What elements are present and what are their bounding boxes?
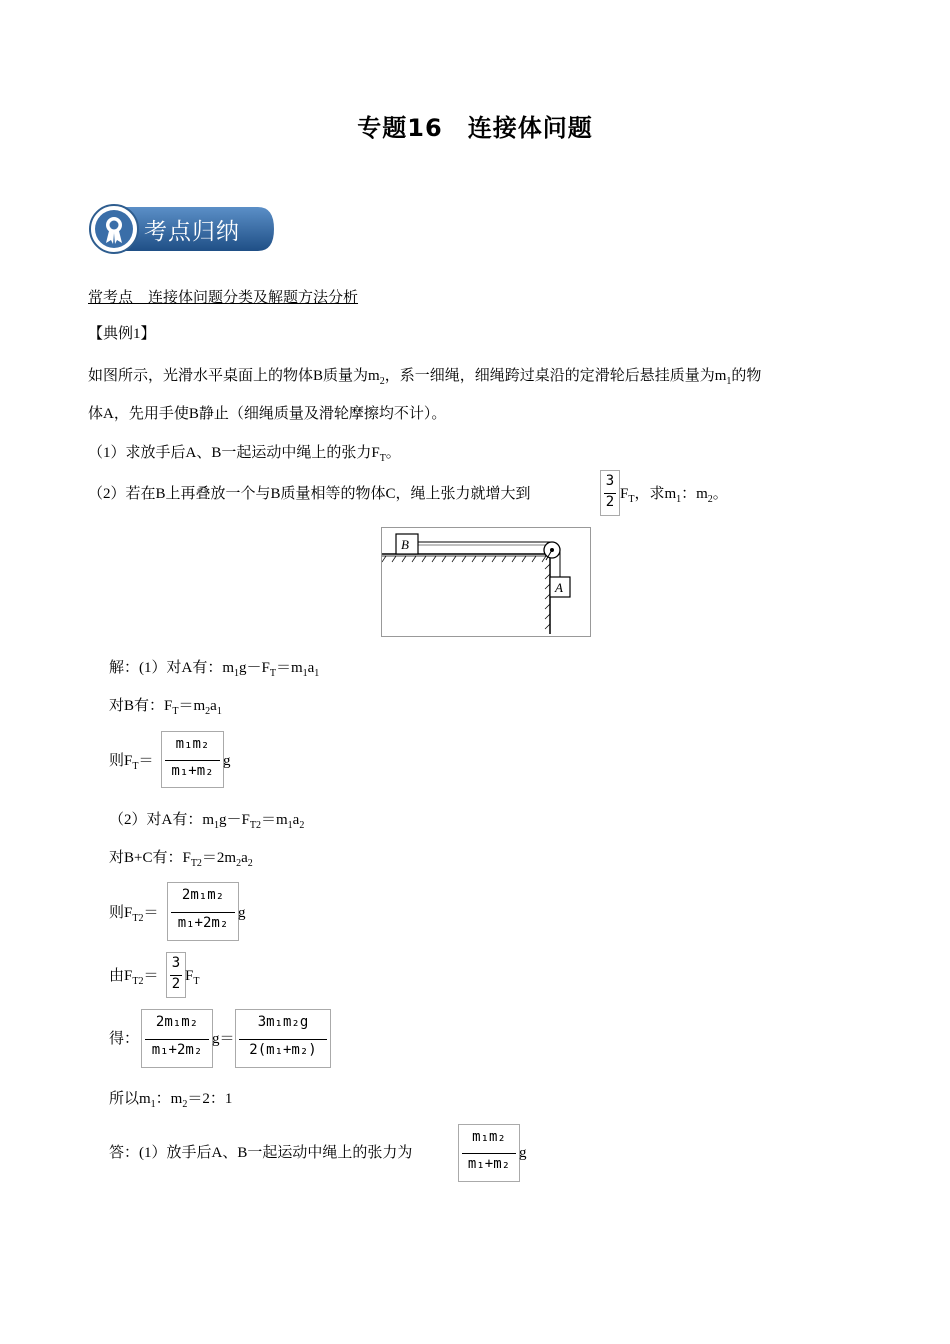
- fraction-three-halves-2: 3 2: [166, 952, 186, 998]
- answer-line-tail: g: [519, 1145, 527, 1161]
- example-label: 【典例1】: [88, 326, 156, 342]
- solution-line-6-tail: g: [238, 905, 246, 921]
- solution-line-3: 则$F_T=$: [109, 753, 154, 772]
- pulley-diagram: [382, 528, 590, 636]
- solution-line-6: 则$F_{T2}=$: [109, 905, 159, 924]
- question-1: （1）求放手后A、B一起运动中绳上的张力$F_T$。: [88, 445, 401, 464]
- fraction-mm-over-sum-2: m₁m₂ m₁+m₂: [458, 1124, 520, 1182]
- solution-line-9: 所以$m_1$：$m_2=2$：1: [109, 1091, 233, 1110]
- question-2-part1: （2）若在B上再叠放一个与B质量相等的物体C，绳上张力就增大到: [88, 486, 531, 502]
- problem-line-1: 如图所示，光滑水平桌面上的物体B质量为$m_2$，系一细绳，细绳跨过桌沿的定滑轮后悬挂质量为$m_1$的物: [88, 368, 762, 387]
- solution-line-8-mid: g＝: [212, 1031, 235, 1047]
- fraction-two-mm-1: 2m₁m₂ m₁+2m₂: [167, 882, 239, 941]
- block-a-label: A: [555, 580, 563, 595]
- badge-text: 考点归纳: [144, 219, 240, 245]
- fraction-rhs: 3m₁m₂g 2(m₁+m₂): [235, 1009, 331, 1068]
- fraction-mm-over-sum-1: m₁m₂ m₁+m₂: [161, 731, 224, 788]
- solution-line-1: 解：(1）对A有：$m_1g-F_T=m_1a_1$: [109, 660, 320, 679]
- pulley-figure: [381, 527, 591, 637]
- solution-line-3-tail: g: [223, 753, 231, 769]
- page-title: 专题16 连接体问题: [357, 114, 593, 142]
- solution-line-4: （2）对A有：$m_1g-F_{T2}=m_1a_2$: [109, 812, 305, 831]
- solution-line-2: 对B有：$F_T=m_2a_1$: [109, 698, 222, 717]
- block-b-label: B: [401, 537, 409, 552]
- solution-line-8: 得：: [109, 1031, 140, 1047]
- fraction-two-mm-2: 2m₁m₂ m₁+2m₂: [141, 1009, 213, 1068]
- solution-line-7-tail: $F_T$: [185, 968, 200, 987]
- section-badge: [88, 203, 276, 255]
- fraction-three-halves: 3 2: [600, 470, 620, 516]
- answer-line: 答：(1）放手后A、B一起运动中绳上的张力为: [109, 1145, 413, 1161]
- question-2-part2: $F_T$，求$m_1$：$m_2$。: [620, 486, 728, 505]
- problem-line-2: 体A，先用手使B静止（细绳质量及滑轮摩擦均不计）。: [88, 406, 447, 422]
- section-heading: 常考点 连接体问题分类及解题方法分析: [88, 290, 359, 306]
- solution-line-5: 对B+C有：$F_{T2}=2m_2a_2$: [109, 850, 253, 869]
- solution-line-7: 由$F_{T2}=$: [109, 968, 159, 987]
